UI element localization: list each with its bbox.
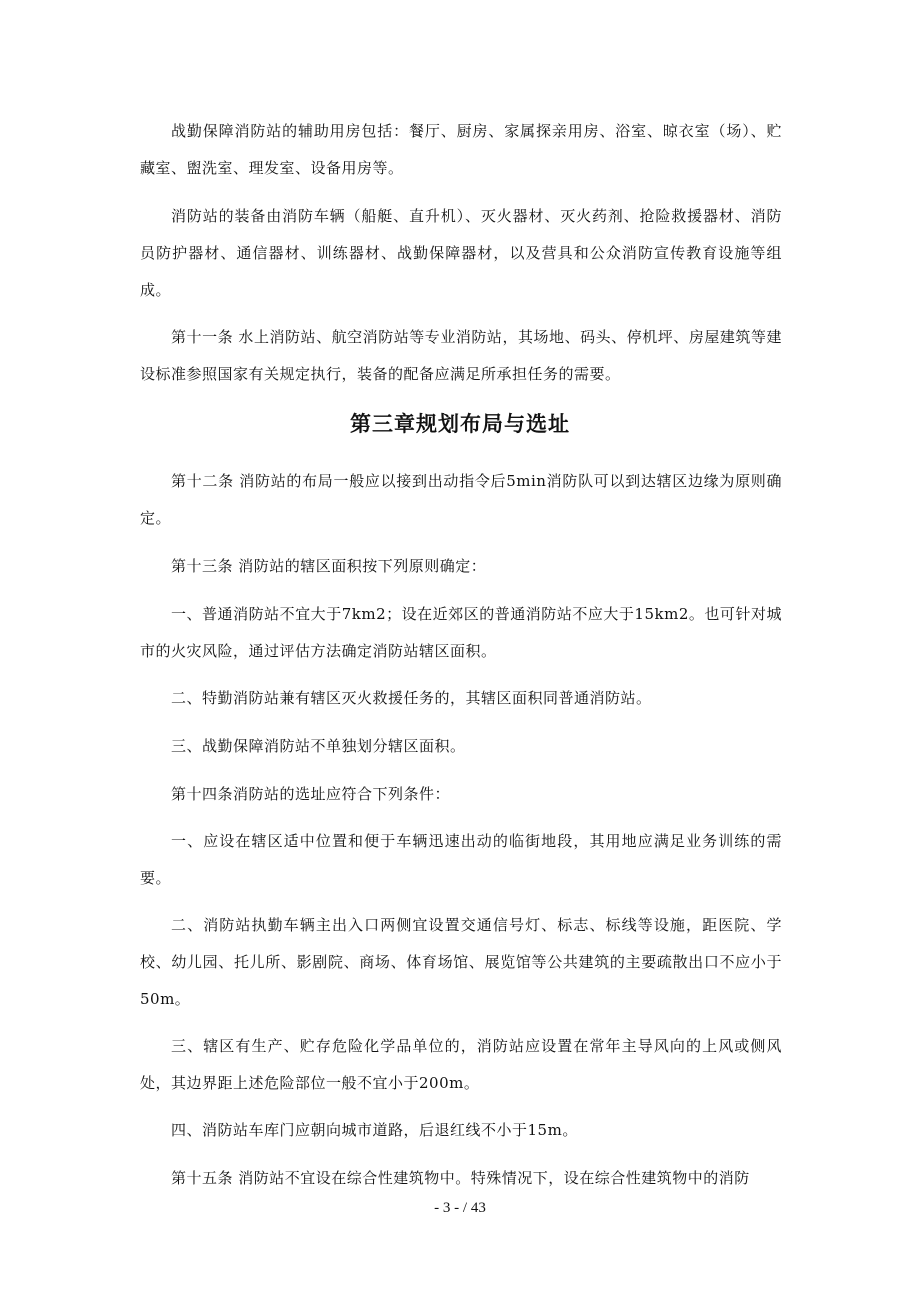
paragraph-article-14-item-4: 四、消防站车库门应朝向城市道路，后退红线不小于15m。 bbox=[171, 1121, 578, 1139]
paragraph-article-13-item-3: 三、战勤保障消防站不单独划分辖区面积。 bbox=[171, 737, 466, 755]
paragraph-article-13-item-1: 一、普通消防站不宜大于7km2；设在近郊区的普通消防站不应大于15km2。也可针对城市的火灾风险，通过评估方法确定消防站辖区面积。 bbox=[140, 605, 782, 660]
paragraph-article-14-item-3: 三、辖区有生产、贮存危险化学品单位的，消防站应设置在常年主导风向的上风或侧风处，其边界距上述危险部位一般不宜小于200m。 bbox=[140, 1037, 782, 1092]
paragraph-article-15: 第十五条 消防站不宜设在综合性建筑物中。特殊情况下，设在综合性建筑物中的消防 bbox=[171, 1169, 750, 1187]
paragraph-article-11: 第十一条 水上消防站、航空消防站等专业消防站，其场地、码头、停机坪、房屋建筑等建设标准参照国家有关规定执行，装备的配备应满足所承担任务的需要。 bbox=[140, 328, 782, 383]
paragraph-article-14-item-1: 一、应设在辖区适中位置和便于车辆迅速出动的临街地段，其用地应满足业务训练的需要。 bbox=[140, 832, 782, 887]
paragraph-article-14: 第十四条消防站的选址应符合下列条件： bbox=[171, 785, 451, 803]
paragraph-article-12: 第十二条 消防站的布局一般应以接到出动指令后5min消防队可以到达辖区边缘为原则确定。 bbox=[140, 472, 782, 527]
paragraph-station-equipment: 消防站的装备由消防车辆（船艇、直升机）、灭火器材、灭火药剂、抢险救援器材、消防员防护器材、通信器材、训练器材、战勤保障器材，以及营具和公众消防宣传教育设施等组成。 bbox=[140, 207, 782, 299]
paragraph-support-station-rooms: 战勤保障消防站的辅助用房包括：餐厅、厨房、家属探亲用房、浴室、晾衣室（场）、贮藏室、盥洗室、理发室、设备用房等。 bbox=[140, 122, 782, 177]
page-number: - 3 - / 43 bbox=[434, 1200, 486, 1216]
paragraph-article-13: 第十三条 消防站的辖区面积按下列原则确定： bbox=[171, 557, 487, 575]
paragraph-article-14-item-2: 二、消防站执勤车辆主出入口两侧宜设置交通信号灯、标志、标线等设施，距医院、学校、幼儿园、托儿所、影剧院、商场、体育场馆、展览馆等公共建筑的主要疏散出口不应小于50m。 bbox=[140, 916, 782, 1008]
chapter-heading: 第三章规划布局与选址 bbox=[350, 411, 570, 436]
paragraph-article-13-item-2: 二、特勤消防站兼有辖区灭火救援任务的，其辖区面积同普通消防站。 bbox=[171, 689, 652, 707]
